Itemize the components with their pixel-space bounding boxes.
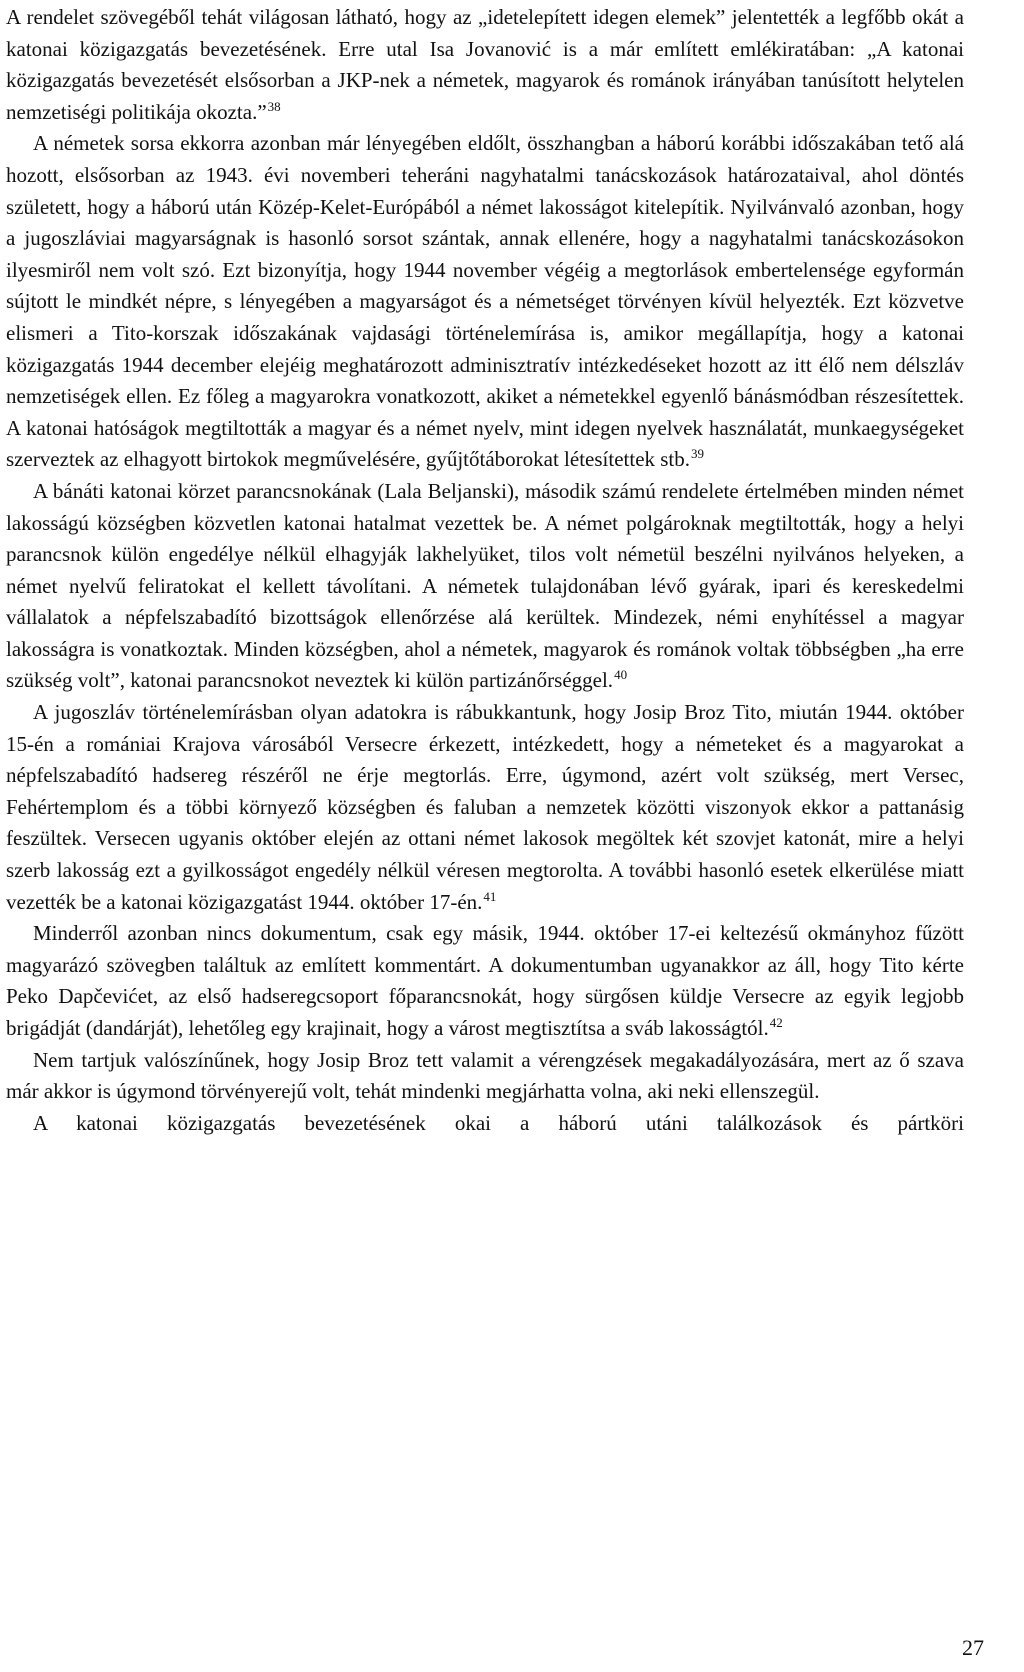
footnote-marker: 38 [267,98,281,114]
paragraph-text: Nem tartjuk valószínűnek, hogy Josip Broz tett valamit a vérengzések megakadályozására, mert az ő szava már akkor is úgymond törvényerejű volt, tehát mindenki megjárhatta volna, aki neki ellenszegül. [6,1047,964,1104]
footnote-marker: 40 [614,667,628,683]
paragraph [6,918,964,1044]
body-text [6,2,964,1139]
paragraph [6,128,964,476]
paragraph-text: A németek sorsa ekkorra azonban már lényegében eldőlt, összhangban a háború korábbi időszakában tető alá hozott, elsősorban az 1943. évi novemberi teheráni nagyhatalmi tanácskozások határozataival, ahol döntés született, hogy a háború után Közép-Kelet-Európából a német lakosságot kitelepítik. Nyilvánvaló azonban, hogy a jugoszláviai magyarságnak is hasonló sorsot szántak, annak ellenére, hogy a nagyhatalmi tanácskozásokon ilyesmiről nem volt szó. Ezt bizonyítja, hogy 1944 november végéig a megtorlások embertelensége egyformán sújtott le mindkét népre, s lényegében a magyarságot és a németséget törvényen kívül helyezték. Ezt közvetve elismeri a Tito-korszak időszakának vajdasági történelemírása is, amikor megállapítja, hogy a katonai közigazgatás 1944 december elejéig meghatározott adminisztratív intézkedéseket hozott az itt élő nem délszláv nemzetiségek ellen. Ez főleg a magyarokra vonatkozott, akiket a németekkel egyenlő bánásmódban részesítettek. A katonai hatóságok megtiltották a magyar és a német nyelv, mint idegen nyelvek használatát, munkaegységeket szerveztek az elhagyott birtokok megművelésére, gyűjtőtáborokat létesítettek stb. [6,131,964,472]
page-number: 27 [962,1635,984,1660]
footnote-marker: 41 [483,888,497,904]
paragraph-text: Minderről azonban nincs dokumentum, csak egy másik, 1944. október 17-ei keltezésű okmányhoz fűzött magyarázó szövegben találtuk az említett kommentárt. A dokumentumban ugyanakkor az áll, hogy Tito kérte Peko Dapčevićet, az első hadseregcsoport főparancsnokát, hogy sürgősen küldje Versecre az egyik legjobb brigádját (dandárját), lehetőleg egy krajinait, hogy a várost megtisztítsa a sváb lakosságtól. [6,921,964,1040]
paragraph-text: A katonai közigazgatás bevezetésének okai a háború utáni találkozások és pártköri [33,1110,964,1135]
paragraph-text: A jugoszláv történelemírásban olyan adatokra is rábukkantunk, hogy Josip Broz Tito, miután 1944. október 15-én a romániai Krajova városából Versecre érkezett, intézkedett, hogy a németeket és a magyarokat a népfelszabadító hadsereg részéről ne érje megtorlás. Erre, úgymond, azért volt szükség, mert Versec, Fehértemplom és a többi környező községben és faluban a nemzetek közötti viszonyok ekkor a pattanásig feszültek. Versecen ugyanis október elején az ottani német lakosok megöltek két szovjet katonát, mire a helyi szerb lakosság ezt a gyilkosságot engedély nélkül véresen megtorolta. A további hasonló esetek elkerülése miatt vezették be a katonai közigazgatást 1944. október 17-én. [6,700,964,914]
paragraph [6,1045,964,1108]
paragraph-text: A bánáti katonai körzet parancsnokának (Lala Beljanski), második számú rendelete értelmében minden német lakosságú községben közvetlen katonai hatalmat vezettek be. A német polgároknak megtiltották, hogy a helyi parancsnok külön engedélye nélkül elhagyják lakhelyüket, tilos volt németül beszélni nyilvános helyeken, a német nyelvű feliratokat el kellett távolítani. A németek tulajdonában lévő gyárak, ipari és kereskedelmi vállalatok a népfelszabadító bizottságok ellenőrzése alá kerültek. Mindezek, némi enyhítéssel a magyar lakosságra is vonatkoztak. Minden községben, ahol a németek, magyarok és románok voltak többségben „ha erre szükség volt”, katonai parancsnokot neveztek ki külön partizánőrséggel. [6,478,964,693]
footnote-marker: 39 [691,446,705,462]
paragraph-text: A rendelet szövegéből tehát világosan látható, hogy az „idetelepített idegen elemek” jelentették a legfőbb okát a katonai közigazgatás bevezetésének. Erre utal Isa Jovanović is a már említett emlékiratában: „A katonai közigazgatás bevezetését elsősorban a JKP-nek a németek, magyarok és románok irányában tanúsított helytelen nemzetiségi politikája okozta.” [6,5,964,124]
paragraph [6,476,964,697]
paragraph [6,1108,964,1140]
paragraph [6,697,964,918]
paragraph [6,2,964,128]
footnote-marker: 42 [769,1015,783,1030]
